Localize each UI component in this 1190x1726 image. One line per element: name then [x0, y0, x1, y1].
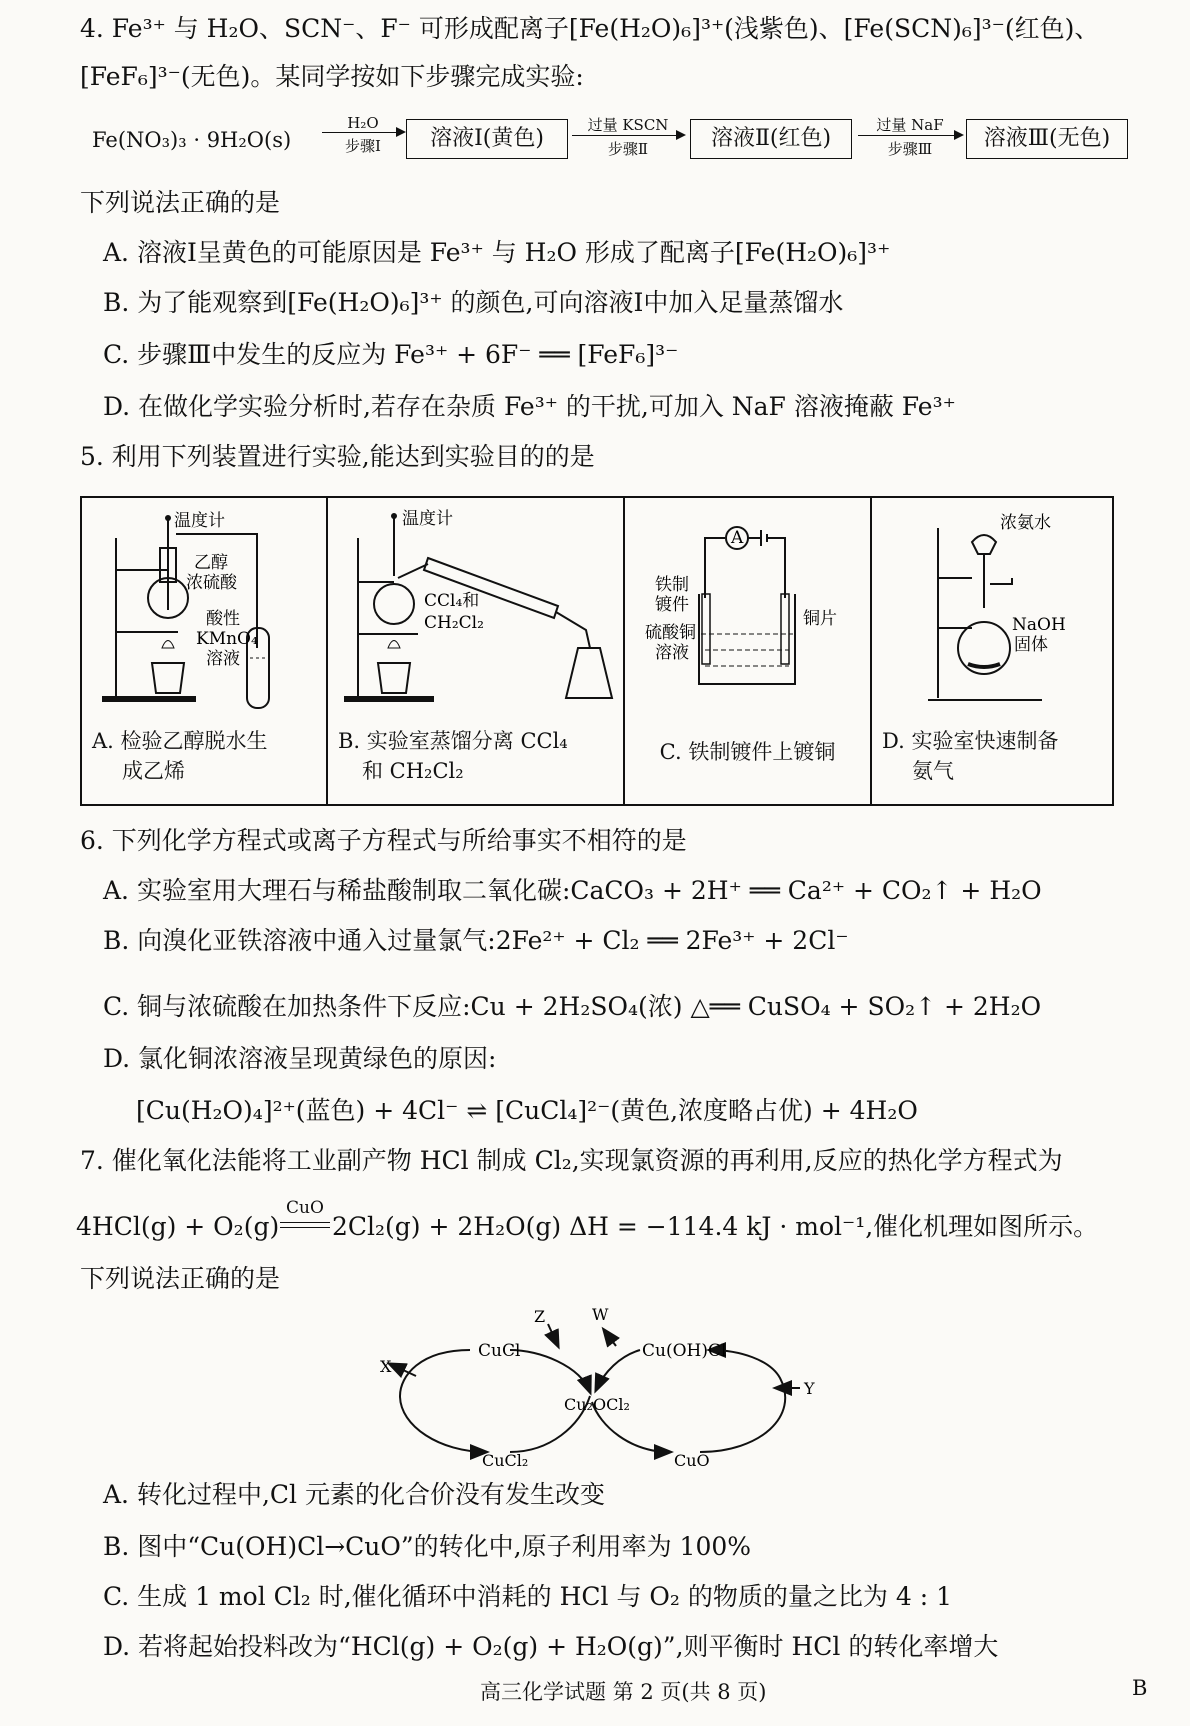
apparatus-c	[624, 497, 871, 805]
caption-d	[872, 720, 1112, 782]
q7-option-d: D. 若将起始投料改为“HCl(g) + O₂(g) + H₂O(g)”,则平衡时 HCl 的转化率增大	[103, 1632, 999, 1661]
cycle-cu2ocl2: Cu₂OCl₂	[564, 1395, 630, 1414]
apparatus-a-drawing	[82, 498, 325, 720]
q4-ask: 下列说法正确的是	[80, 188, 281, 217]
cycle-w: W	[592, 1306, 609, 1324]
flow-box-3: 溶液Ⅲ(无色)	[966, 119, 1128, 159]
arrow1-bottom-label: 步骤Ⅰ	[345, 137, 381, 155]
flow-box-2: 溶液Ⅱ(红色)	[690, 119, 852, 159]
arrow3-top-label: 过量 NaF	[876, 116, 944, 134]
apparatus-c-drawing	[625, 498, 869, 720]
c-solution-label: 溶液	[655, 643, 689, 663]
a-h2so4-label: 浓硫酸	[186, 573, 237, 593]
q4-stem-line1: 4. Fe³⁺ 与 H₂O、SCN⁻、F⁻ 可形成配离子[Fe(H₂O)₆]³⁺(浅紫色)、[Fe(SCN)₆]³⁻(红色)、	[80, 14, 1100, 43]
flow-arrow-1	[322, 114, 404, 156]
q6-option-d-equation: [Cu(H₂O)₄]²⁺(蓝色) + 4Cl⁻ ⇌ [CuCl₄]²⁻(黄色,浓度略占优) + 4H₂O	[136, 1096, 918, 1125]
q7-option-b: B. 图中“Cu(OH)Cl→CuO”的转化中,原子利用率为 100%	[103, 1532, 752, 1561]
b-thermometer-label: 温度计	[402, 509, 453, 529]
b-ccl4-label: CCl₄和	[424, 591, 480, 611]
caption-d-line2: 氨气	[912, 759, 954, 783]
q7-stem-line1: 7. 催化氧化法能将工业副产物 HCl 制成 Cl₂,实现氯资源的再利用,反应的热化学方程式为	[80, 1146, 1063, 1175]
c-copper-label: 铜片	[803, 609, 837, 629]
caption-a-line2: 成乙烯	[122, 759, 185, 783]
q6-option-a: A. 实验室用大理石与稀盐酸制取二氧化碳:CaCO₃ + 2H⁺ ══ Ca²⁺ + CO₂↑ + H₂O	[103, 876, 1042, 905]
cycle-x: X	[380, 1357, 392, 1376]
caption-d-line1: D. 实验室快速制备	[882, 729, 1059, 753]
d-naoh-label: NaOH	[1012, 615, 1066, 635]
flow-arrow-2	[572, 114, 684, 159]
a-solution-label: 溶液	[206, 649, 240, 669]
d-solid-label: 固体	[1014, 635, 1048, 655]
apparatus-a	[81, 497, 327, 805]
ammeter-label: A	[731, 528, 744, 548]
q7-option-a: A. 转化过程中,Cl 元素的化合价没有发生改变	[103, 1480, 605, 1509]
q5-apparatus-table	[80, 496, 1114, 806]
caption-a-line1: A. 检验乙醇脱水生	[92, 729, 268, 753]
caption-b-line1: B. 实验室蒸馏分离 CCl₄	[338, 729, 568, 753]
q6-option-b: B. 向溴化亚铁溶液中通入过量氯气:2Fe²⁺ + Cl₂ ══ 2Fe³⁺ + 2Cl⁻	[103, 926, 849, 955]
cycle-cucl: CuCl	[478, 1341, 521, 1361]
a-kmno4-label: KMnO₄	[196, 629, 258, 649]
q7-eq-arrow	[280, 1198, 330, 1228]
a-ethanol-label: 乙醇	[194, 553, 228, 573]
cycle-cucl2: CuCl₂	[482, 1451, 529, 1466]
q6-stem: 6. 下列化学方程式或离子方程式与所给事实不相符的是	[80, 826, 687, 855]
cycle-cu-oh-cl: Cu(OH)Cl	[642, 1341, 727, 1361]
arrow2-top-label: 过量 KSCN	[587, 116, 669, 134]
q7-ask: 下列说法正确的是	[80, 1264, 281, 1293]
a-thermometer-label: 温度计	[174, 511, 225, 531]
q4-option-a: A. 溶液Ⅰ呈黄色的可能原因是 Fe³⁺ 与 H₂O 形成了配离子[Fe(H₂O)₆]³⁺	[103, 238, 891, 267]
q4-stem-line2: [FeF₆]³⁻(无色)。某同学按如下步骤完成实验:	[80, 62, 584, 91]
flow-box-1: 溶液Ⅰ(黄色)	[406, 119, 568, 159]
q7-eq-right: 2Cl₂(g) + 2H₂O(g) ΔH = −114.4 kJ · mol⁻¹,催化机理如图所示。	[332, 1212, 1099, 1241]
flow-arrow-3	[858, 114, 962, 159]
cycle-z: Z	[534, 1307, 546, 1326]
caption-b	[328, 720, 623, 782]
q6-option-d: D. 氯化铜浓溶液呈现黄绿色的原因:	[103, 1044, 497, 1073]
apparatus-d	[871, 497, 1113, 805]
c-cuso4-label: 硫酸铜	[645, 623, 696, 643]
caption-c: C. 铁制镀件上镀铜	[659, 740, 836, 764]
c-iron-label: 铁制	[655, 575, 689, 595]
a-acid-label: 酸性	[206, 609, 240, 629]
q7-option-c: C. 生成 1 mol Cl₂ 时,催化循环中消耗的 HCl 与 O₂ 的物质的量之比为 4 : 1	[103, 1582, 952, 1611]
q7-catalytic-cycle	[380, 1306, 830, 1466]
apparatus-d-drawing	[872, 498, 1112, 720]
q4-option-c: C. 步骤Ⅲ中发生的反应为 Fe³⁺ + 6F⁻ ══ [FeF₆]³⁻	[103, 340, 679, 369]
arrow1-top-label: H₂O	[347, 114, 379, 132]
arrow3-bottom-label: 步骤Ⅲ	[887, 140, 933, 158]
c-plated-label: 镀件	[655, 595, 689, 615]
apparatus-b	[327, 497, 624, 805]
cycle-cuo: CuO	[674, 1451, 710, 1466]
cycle-y: Y	[804, 1379, 815, 1398]
q4-option-b: B. 为了能观察到[Fe(H₂O)₆]³⁺ 的颜色,可向溶液Ⅰ中加入足量蒸馏水	[103, 288, 844, 317]
paper-version: B	[1132, 1676, 1148, 1700]
q6-option-c: C. 铜与浓硫酸在加热条件下反应:Cu + 2H₂SO₄(浓) △══ CuSO₄ + SO₂↑ + 2H₂O	[103, 992, 1042, 1021]
d-ammonia-label: 浓氨水	[1000, 513, 1051, 533]
arrow2-bottom-label: 步骤Ⅱ	[607, 140, 649, 158]
caption-b-line2: 和 CH₂Cl₂	[362, 759, 464, 783]
apparatus-b-drawing	[328, 498, 622, 720]
q4-option-d: D. 在做化学实验分析时,若存在杂质 Fe³⁺ 的干扰,可加入 NaF 溶液掩蔽 Fe³⁺	[103, 392, 956, 421]
q7-eq-left: 4HCl(g) + O₂(g)	[76, 1212, 280, 1241]
flow-start: Fe(NO₃)₃ · 9H₂O(s)	[92, 128, 292, 152]
q5-stem: 5. 利用下列装置进行实验,能达到实验目的的是	[80, 442, 595, 471]
page-footer: 高三化学试题 第 2 页(共 8 页)	[480, 1680, 767, 1704]
b-ch2cl2-label: CH₂Cl₂	[424, 613, 484, 633]
caption-a	[82, 720, 326, 782]
q7-catalyst-label: CuO	[286, 1198, 324, 1218]
